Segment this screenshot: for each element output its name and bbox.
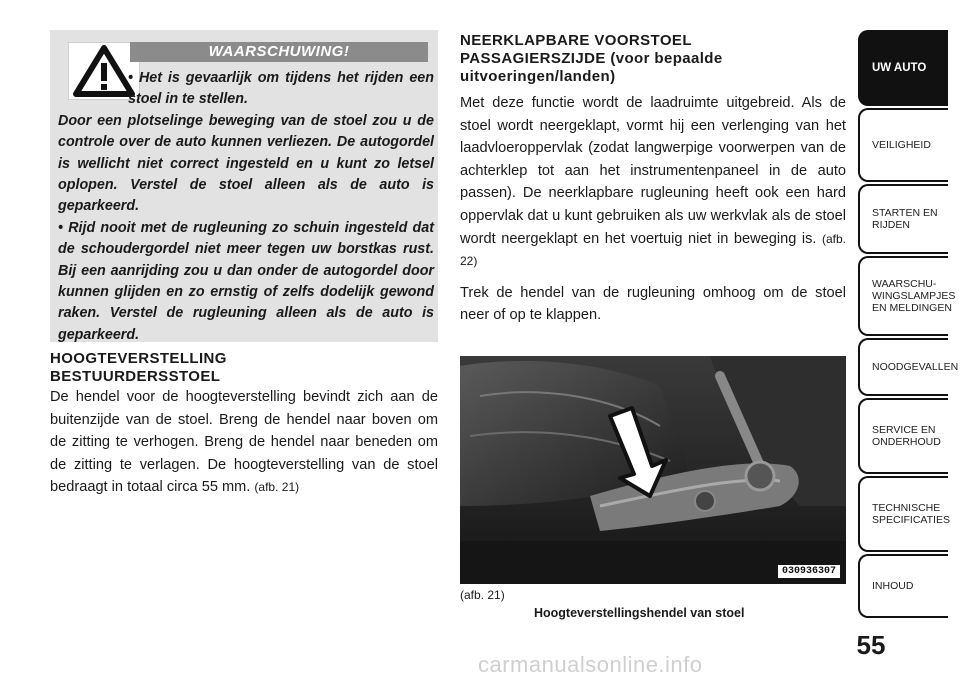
tab-label-line-2: SPECIFICATIES bbox=[872, 514, 950, 526]
tab-label-line-1: WAARSCHU- bbox=[872, 278, 937, 290]
tab-label-line-2: WINGSLAMPJES bbox=[872, 290, 956, 302]
seat-height-body bbox=[50, 386, 438, 499]
tab-label: VEILIGHEID bbox=[872, 139, 931, 151]
tab-label-line-1: STARTEN EN bbox=[872, 207, 938, 219]
warning-text bbox=[58, 68, 434, 346]
warning-box bbox=[50, 30, 438, 342]
tab-label-line-2: ONDERHOUD bbox=[872, 436, 941, 448]
section-heading-seat-height bbox=[50, 350, 227, 386]
section-heading-fold-seat bbox=[460, 32, 723, 86]
fold-seat-paragraph-1: Met deze functie wordt de laadruimte uitgebreid. Als de stoel wordt neergeklapt, vormt hij een verlenging van het laadvloeroppervlak (zodat langwerpige voorwerpen van de achterklep tot aan het instrumentenpaneel in de auto passen). De neerklapbare rugleuning heeft ook een hard oppervlak dat u kunt gebruiken als uw werkvlak als de stoel wordt neergeklapt en het voertuig niet in beweging is. bbox=[460, 95, 846, 247]
section-heading-line-2: BESTUURDERSSTOEL bbox=[50, 368, 221, 385]
tab-noodgevallen[interactable] bbox=[858, 338, 959, 396]
tab-label-line-3: EN MELDINGEN bbox=[872, 302, 952, 314]
warning-bullet-2: • Rijd nooit met de rugleuning zo schuin ingesteld dat de schoudergordel niet meer tegen uw borstkas rust. Bij een aanrijding zou u dan onder de autogordel door kunnen glijden en zo ernstig of zelfs dodelijk gewond raken. Verstel de rugleuning alleen als de auto is geparkeerd. bbox=[58, 219, 434, 343]
section-heading-line-1: NEERKLAPBARE VOORSTOEL bbox=[460, 32, 692, 49]
tab-label-line-2: RIJDEN bbox=[872, 219, 910, 231]
photo-code: 030936307 bbox=[778, 565, 840, 578]
tab-label: UW AUTO bbox=[872, 62, 927, 74]
seat-height-lever-photo bbox=[460, 356, 846, 584]
figure-reference: (afb. 21) bbox=[254, 480, 300, 495]
tab-label: INHOUD bbox=[872, 580, 914, 592]
tab-service-en-onderhoud[interactable] bbox=[858, 398, 948, 474]
section-heading-line-2: PASSAGIERSZIJDE (voor bepaalde bbox=[460, 50, 723, 67]
warning-bullet-1-intro: • Het is gevaarlijk om tijdens het rijden een stoel in te stellen. bbox=[128, 70, 434, 108]
tab-label-line-1: TECHNISCHE bbox=[872, 502, 941, 514]
fold-seat-body bbox=[460, 92, 846, 327]
tab-technische-specificaties[interactable] bbox=[858, 476, 948, 552]
section-heading-line-1: HOOGTEVERSTELLING bbox=[50, 350, 227, 367]
tab-label-line-1: SERVICE EN bbox=[872, 424, 936, 436]
fold-seat-paragraph-2: Trek de hendel van de rugleuning omhoog om de stoel neer of op te klappen. bbox=[460, 284, 846, 324]
page-number: 55 bbox=[856, 630, 886, 660]
section-heading-line-3: uitvoeringen/landen) bbox=[460, 68, 616, 85]
tab-uw-auto[interactable] bbox=[858, 30, 948, 106]
tab-starten-en-rijden[interactable] bbox=[858, 184, 948, 254]
warning-bullet-1-rest: Door een plotselinge beweging van de stoel zou u de controle over de auto kunnen verliezen. De autogordel is wellicht niet correct ingesteld en u kunt zo letsel oplopen. Verstel de stoel alleen als de auto is geparkeerd. bbox=[58, 112, 434, 215]
watermark: carmanualsonline.info bbox=[478, 652, 703, 677]
tab-inhoud[interactable] bbox=[858, 554, 948, 618]
figure-caption: Hoogteverstellingshendel van stoel bbox=[534, 606, 745, 620]
seat-height-text: De hendel voor de hoogteverstelling bevindt zich aan de buitenzijde van de stoel. Breng de hendel naar boven om de zitting te verhogen. Breng de hendel naar beneden om de zitting te verlagen. De hoogteverstelling van de stoel bedraagt in totaal circa 55 mm. bbox=[50, 389, 438, 496]
figure-number: (afb. 21) bbox=[460, 588, 505, 602]
tab-label: NOODGEVALLEN bbox=[872, 361, 959, 373]
tab-veiligheid[interactable] bbox=[858, 108, 948, 182]
tab-waarschuwingslampjes[interactable] bbox=[858, 256, 956, 336]
figure-reference: (afb. 22) bbox=[460, 231, 846, 269]
warning-title: WAARSCHUWING! bbox=[130, 42, 428, 62]
